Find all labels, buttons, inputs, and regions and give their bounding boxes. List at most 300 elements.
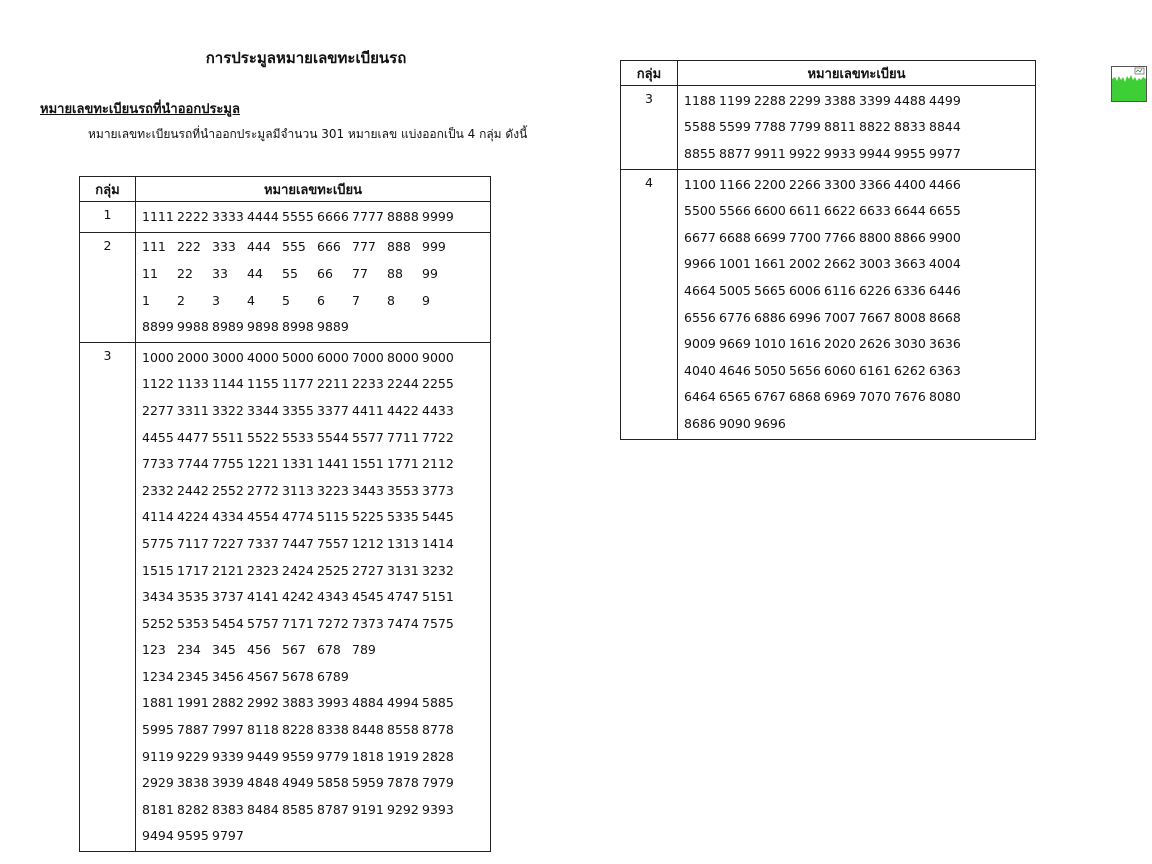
- plate-numbers-cell: [136, 232, 491, 342]
- plate-number: 5555: [282, 208, 314, 224]
- plate-number: 4664: [684, 282, 716, 298]
- plate-number-line: [142, 690, 490, 717]
- group-row: [80, 342, 491, 851]
- plate-number: 6611: [789, 203, 821, 219]
- plate-number-line: [142, 530, 490, 557]
- plate-number: 7799: [789, 119, 821, 135]
- plate-number: 6699: [754, 229, 786, 245]
- plate-number: 1771: [387, 456, 419, 472]
- plate-number-line: [684, 384, 1035, 411]
- plate-number: 6464: [684, 389, 716, 405]
- plate-number-line: [684, 140, 1035, 167]
- plate-number: 7744: [177, 456, 209, 472]
- plate-number: 4343: [317, 589, 349, 605]
- plate-number: 4747: [387, 589, 419, 605]
- plate-number: 9889: [317, 319, 349, 335]
- plate-number: 8998: [282, 319, 314, 335]
- plate-number: 5959: [352, 775, 384, 791]
- plate-number: 1177: [282, 376, 314, 392]
- plate-number: 6006: [789, 282, 821, 298]
- plate-number: 9988: [177, 319, 209, 335]
- plate-number: 8899: [142, 319, 174, 335]
- plate-number: 2992: [247, 695, 279, 711]
- plate-number: 3322: [212, 402, 244, 418]
- plates-table-left: [79, 176, 491, 852]
- plate-number: 6622: [824, 203, 856, 219]
- plate-number: 5: [282, 292, 290, 308]
- plate-number: 9911: [754, 145, 786, 161]
- plate-number: 4774: [282, 509, 314, 525]
- plate-number: 3737: [212, 589, 244, 605]
- plate-number: 1155: [247, 376, 279, 392]
- plate-number: 3: [212, 292, 220, 308]
- plate-number-line: [142, 610, 490, 637]
- header-numbers: หมายเลขทะเบียน: [136, 177, 491, 202]
- plate-number: 888: [387, 239, 411, 255]
- plate-number: 678: [317, 642, 341, 658]
- plate-number: 3003: [859, 256, 891, 272]
- plate-number: 2200: [754, 176, 786, 192]
- plate-number: 8822: [859, 119, 891, 135]
- plate-number: 9393: [422, 801, 454, 817]
- plate-number: 7447: [282, 535, 314, 551]
- plate-number: 8558: [387, 722, 419, 738]
- plate-number: 4004: [929, 256, 961, 272]
- plate-number: 5005: [719, 282, 751, 298]
- plate-number: 8800: [859, 229, 891, 245]
- plate-number: 8585: [282, 801, 314, 817]
- plate-number: 8484: [247, 801, 279, 817]
- plate-number-line: [142, 637, 490, 664]
- plate-number: 5445: [422, 509, 454, 525]
- plate-number-line: [142, 397, 490, 424]
- plate-number: 5995: [142, 722, 174, 738]
- plate-number: 5115: [317, 509, 349, 525]
- plate-number: 4554: [247, 509, 279, 525]
- plate-number: 4422: [387, 402, 419, 418]
- plate-number: 7777: [352, 208, 384, 224]
- plate-number: 3344: [247, 402, 279, 418]
- plate-number: 9090: [719, 415, 751, 431]
- plate-number: 777: [352, 239, 376, 255]
- plate-number: 1133: [177, 376, 209, 392]
- plate-number: 666: [317, 239, 341, 255]
- plate-number: 6969: [824, 389, 856, 405]
- plate-number: 345: [212, 642, 236, 658]
- plate-number: 2233: [352, 376, 384, 392]
- plate-number: 5544: [317, 429, 349, 445]
- plate-number: 7575: [422, 615, 454, 631]
- plate-number: 2525: [317, 562, 349, 578]
- plate-number: 4488: [894, 92, 926, 108]
- plate-number-line: [684, 114, 1035, 141]
- plate-number: 4444: [247, 208, 279, 224]
- plate-numbers-cell: [678, 86, 1036, 170]
- plate-number: 9966: [684, 256, 716, 272]
- plate-number: 1010: [754, 336, 786, 352]
- plate-number: 3434: [142, 589, 174, 605]
- plate-numbers-cell: [678, 169, 1036, 439]
- plate-number: 3663: [894, 256, 926, 272]
- plate-number: 5678: [282, 668, 314, 684]
- plate-number: 1661: [754, 256, 786, 272]
- plate-number: 6886: [754, 309, 786, 325]
- plate-number: 8844: [929, 119, 961, 135]
- plate-number: 6446: [929, 282, 961, 298]
- group-row: [621, 169, 1036, 439]
- plate-number: 4040: [684, 362, 716, 378]
- plate-number: 7557: [317, 535, 349, 551]
- plate-number: 2288: [754, 92, 786, 108]
- plate-number: 1414: [422, 535, 454, 551]
- plate-number: 2662: [824, 256, 856, 272]
- plate-number: 7000: [352, 349, 384, 365]
- plate-number: 8833: [894, 119, 926, 135]
- plate-number: 7: [352, 292, 360, 308]
- plate-number: 7878: [387, 775, 419, 791]
- plate-number-line: [684, 87, 1035, 114]
- plate-number: 5656: [789, 362, 821, 378]
- group-number: 4: [621, 169, 678, 439]
- plate-number: 9229: [177, 748, 209, 764]
- plate-number: 99: [422, 265, 438, 281]
- plate-number: 8877: [719, 145, 751, 161]
- plate-number: 9494: [142, 828, 174, 844]
- plate-number-line: [142, 203, 490, 230]
- plate-number: 222: [177, 239, 201, 255]
- plate-number-line: [142, 260, 490, 287]
- plate-number: 6556: [684, 309, 716, 325]
- plate-number: 7272: [317, 615, 349, 631]
- plate-number: 6000: [317, 349, 349, 365]
- plate-number: 4466: [929, 176, 961, 192]
- plate-number: 6644: [894, 203, 926, 219]
- plate-number-line: [684, 171, 1035, 198]
- plate-number: 4477: [177, 429, 209, 445]
- plate-number-line: [142, 287, 490, 314]
- plate-number: 9000: [422, 349, 454, 365]
- plate-number: 4224: [177, 509, 209, 525]
- plate-number: 2244: [387, 376, 419, 392]
- plate-number: 3311: [177, 402, 209, 418]
- plate-number: 7070: [859, 389, 891, 405]
- plate-number: 1166: [719, 176, 751, 192]
- plate-number-line: [142, 344, 490, 371]
- plate-number: 2345: [177, 668, 209, 684]
- plate-number: 5588: [684, 119, 716, 135]
- plate-number: 3456: [212, 668, 244, 684]
- plate-number: 7700: [789, 229, 821, 245]
- plate-number: 1441: [317, 456, 349, 472]
- plate-number: 4000: [247, 349, 279, 365]
- plate-number: 5885: [422, 695, 454, 711]
- group-number: 3: [621, 86, 678, 170]
- plate-number: 8787: [317, 801, 349, 817]
- plate-number: 55: [282, 265, 298, 281]
- plate-number: 2121: [212, 562, 244, 578]
- plate-number: 3232: [422, 562, 454, 578]
- plate-number: 4994: [387, 695, 419, 711]
- plate-number: 1818: [352, 748, 384, 764]
- plate-number: 5566: [719, 203, 751, 219]
- plate-number: 9977: [929, 145, 961, 161]
- plate-number: 1313: [387, 535, 419, 551]
- plate-number: 1122: [142, 376, 174, 392]
- plate-number: 1515: [142, 562, 174, 578]
- plate-number: 9900: [929, 229, 961, 245]
- plate-number: 5858: [317, 775, 349, 791]
- plate-number: 2112: [422, 456, 454, 472]
- plate-number: 1881: [142, 695, 174, 711]
- plate-number: 8338: [317, 722, 349, 738]
- plate-number: 9999: [422, 208, 454, 224]
- plate-number: 7474: [387, 615, 419, 631]
- plate-number: 3939: [212, 775, 244, 791]
- plate-number-line: [684, 304, 1035, 331]
- plate-number-line: [142, 557, 490, 584]
- plate-number: 7171: [282, 615, 314, 631]
- plate-number: 5511: [212, 429, 244, 445]
- plate-number: 8668: [929, 309, 961, 325]
- plate-number: 3443: [352, 482, 384, 498]
- plate-number: 2: [177, 292, 185, 308]
- plate-number: 7676: [894, 389, 926, 405]
- plate-number: 4411: [352, 402, 384, 418]
- plate-number-line: [142, 450, 490, 477]
- plate-number: 9779: [317, 748, 349, 764]
- plate-number: 6633: [859, 203, 891, 219]
- plate-number: 6688: [719, 229, 751, 245]
- plate-number: 3113: [282, 482, 314, 498]
- header-group: กลุ่ม: [621, 61, 678, 86]
- plate-number: 6789: [317, 668, 349, 684]
- section-heading: หมายเลขทะเบียนรถที่นำออกประมูล: [40, 102, 240, 117]
- plate-number: 1144: [212, 376, 244, 392]
- plate-number: 2552: [212, 482, 244, 498]
- plate-number: 8: [387, 292, 395, 308]
- plate-number: 7997: [212, 722, 244, 738]
- plate-number: 7711: [387, 429, 419, 445]
- plate-number: 6600: [754, 203, 786, 219]
- plate-number: 1000: [142, 349, 174, 365]
- plate-number: 2211: [317, 376, 349, 392]
- plate-number: 8811: [824, 119, 856, 135]
- plate-number: 123: [142, 642, 166, 658]
- header-group: กลุ่ม: [80, 177, 136, 202]
- plate-number-line: [142, 663, 490, 690]
- plate-number: 44: [247, 265, 263, 281]
- plate-number: 9797: [212, 828, 244, 844]
- plate-number: 3131: [387, 562, 419, 578]
- plate-number: 4334: [212, 509, 244, 525]
- plate-number: 2277: [142, 402, 174, 418]
- plate-number: 2266: [789, 176, 821, 192]
- plate-number: 6655: [929, 203, 961, 219]
- plate-number: 9: [422, 292, 430, 308]
- plate-number: 1234: [142, 668, 174, 684]
- plate-number: 6996: [789, 309, 821, 325]
- plate-number: 3333: [212, 208, 244, 224]
- plate-number: 8686: [684, 415, 716, 431]
- plate-number: 7733: [142, 456, 174, 472]
- plate-number: 5335: [387, 509, 419, 525]
- plate-number: 6666: [317, 208, 349, 224]
- plate-number: 4141: [247, 589, 279, 605]
- plate-number: 3838: [177, 775, 209, 791]
- plate-number: 9559: [282, 748, 314, 764]
- plate-number-line: [684, 330, 1035, 357]
- plate-number: 8866: [894, 229, 926, 245]
- plate-number: 3636: [929, 336, 961, 352]
- plate-number: 3223: [317, 482, 349, 498]
- plate-number: 2222: [177, 208, 209, 224]
- plate-number: 6226: [859, 282, 891, 298]
- plate-number: 3553: [387, 482, 419, 498]
- plate-number: 8282: [177, 801, 209, 817]
- plate-number: 33: [212, 265, 228, 281]
- plate-number-line: [142, 371, 490, 398]
- plate-number-line: [142, 583, 490, 610]
- plate-number: 1331: [282, 456, 314, 472]
- plate-number-line: [684, 197, 1035, 224]
- plate-number: 2424: [282, 562, 314, 578]
- plate-numbers-cell: [136, 202, 491, 233]
- plate-number-line: [142, 769, 490, 796]
- plate-number: 7337: [247, 535, 279, 551]
- group-row: [80, 202, 491, 233]
- plate-number: 9898: [247, 319, 279, 335]
- plate-number: 3300: [824, 176, 856, 192]
- plate-number: 7007: [824, 309, 856, 325]
- plate-number: 5353: [177, 615, 209, 631]
- plate-number: 9955: [894, 145, 926, 161]
- plate-number: 4242: [282, 589, 314, 605]
- plate-number: 2299: [789, 92, 821, 108]
- plate-number: 8118: [247, 722, 279, 738]
- plate-number: 9595: [177, 828, 209, 844]
- plate-number: 6868: [789, 389, 821, 405]
- plate-number: 9696: [754, 415, 786, 431]
- plate-number: 1919: [387, 748, 419, 764]
- plate-number: 6116: [824, 282, 856, 298]
- plate-number: 66: [317, 265, 333, 281]
- plate-number: 3535: [177, 589, 209, 605]
- plate-number: 1199: [719, 92, 751, 108]
- plate-number: 9944: [859, 145, 891, 161]
- plate-numbers-cell: [136, 342, 491, 851]
- plate-number: 456: [247, 642, 271, 658]
- plate-number: 88: [387, 265, 403, 281]
- plate-number: 444: [247, 239, 271, 255]
- plate-number: 5522: [247, 429, 279, 445]
- plate-number: 8989: [212, 319, 244, 335]
- group-number: 2: [80, 232, 136, 342]
- plate-number-line: [684, 251, 1035, 278]
- plate-number: 1188: [684, 92, 716, 108]
- plate-number: 2882: [212, 695, 244, 711]
- group-number: 3: [80, 342, 136, 851]
- plate-number: 9339: [212, 748, 244, 764]
- plate-number: 6677: [684, 229, 716, 245]
- plate-number: 3993: [317, 695, 349, 711]
- plate-number: 7788: [754, 119, 786, 135]
- plate-number: 1111: [142, 208, 174, 224]
- plate-number: 8383: [212, 801, 244, 817]
- plate-number: 4545: [352, 589, 384, 605]
- plate-number: 5225: [352, 509, 384, 525]
- plate-number: 8888: [387, 208, 419, 224]
- plate-number: 1616: [789, 336, 821, 352]
- plates-table-right: [620, 60, 1036, 440]
- plate-number: 999: [422, 239, 446, 255]
- plate-number: 4949: [282, 775, 314, 791]
- plate-number: 7722: [422, 429, 454, 445]
- plate-number-line: [142, 234, 490, 261]
- plate-number: 8008: [894, 309, 926, 325]
- plate-number: 1717: [177, 562, 209, 578]
- plate-number: 7887: [177, 722, 209, 738]
- plate-number: 789: [352, 642, 376, 658]
- plate-number-line: [684, 277, 1035, 304]
- plate-number: 5050: [754, 362, 786, 378]
- plate-number: 9191: [352, 801, 384, 817]
- plate-number: 4884: [352, 695, 384, 711]
- plate-number: 2727: [352, 562, 384, 578]
- plate-number: 3399: [859, 92, 891, 108]
- plate-number: 3030: [894, 336, 926, 352]
- plate-number: 5775: [142, 535, 174, 551]
- plate-number: 1991: [177, 695, 209, 711]
- plate-number: 5577: [352, 429, 384, 445]
- plate-number: 1221: [247, 456, 279, 472]
- plate-number: 77: [352, 265, 368, 281]
- plate-number-line: [142, 716, 490, 743]
- plate-number: 6161: [859, 362, 891, 378]
- group-row: [80, 232, 491, 342]
- plate-number-line: [142, 313, 490, 340]
- plate-number-line: [684, 224, 1035, 251]
- plate-number: 2002: [789, 256, 821, 272]
- plate-number: 8080: [929, 389, 961, 405]
- plate-number: 5500: [684, 203, 716, 219]
- plate-number: 3883: [282, 695, 314, 711]
- plate-number: 555: [282, 239, 306, 255]
- plate-number: 2323: [247, 562, 279, 578]
- plate-number: 6336: [894, 282, 926, 298]
- plate-number: 4455: [142, 429, 174, 445]
- plate-number: 8000: [387, 349, 419, 365]
- plate-number: 8448: [352, 722, 384, 738]
- group-row: [621, 86, 1036, 170]
- plate-number: 3388: [824, 92, 856, 108]
- plate-number: 2255: [422, 376, 454, 392]
- plate-number: 4499: [929, 92, 961, 108]
- signal-chart-icon: [1111, 66, 1147, 102]
- plate-number: 22: [177, 265, 193, 281]
- plate-number: 2020: [824, 336, 856, 352]
- plate-number: 2442: [177, 482, 209, 498]
- plate-number-line: [684, 357, 1035, 384]
- plate-number-line: [142, 743, 490, 770]
- plate-number: 2626: [859, 336, 891, 352]
- plate-number: 5252: [142, 615, 174, 631]
- plate-number: 6776: [719, 309, 751, 325]
- plate-number: 1100: [684, 176, 716, 192]
- plate-number: 4: [247, 292, 255, 308]
- plate-number: 9449: [247, 748, 279, 764]
- plate-number: 3355: [282, 402, 314, 418]
- plate-number: 4646: [719, 362, 751, 378]
